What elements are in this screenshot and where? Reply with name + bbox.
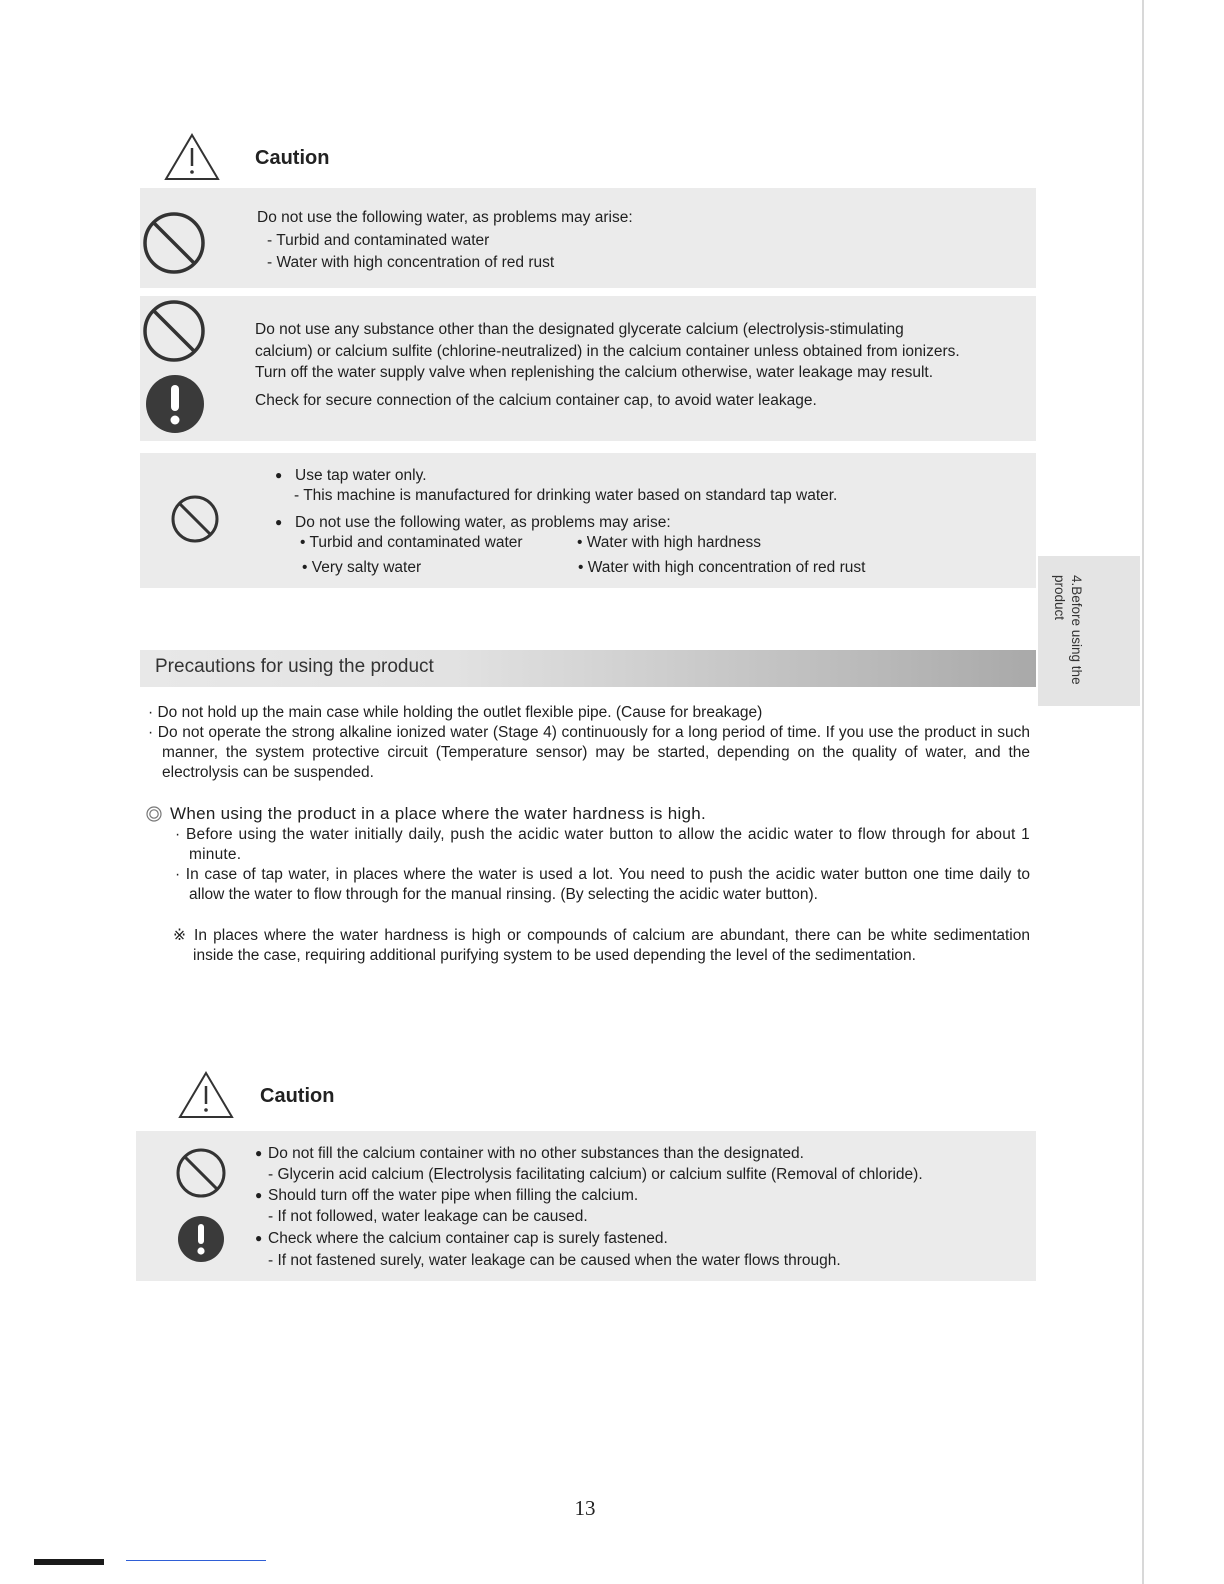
caution-box-3-item: • Turbid and contaminated water [300, 534, 523, 551]
caution-box-3-item: • Water with high hardness [577, 534, 762, 551]
page-edge [1142, 0, 1144, 1584]
caution-box-4-line: Should turn off the water pipe when filling the calcium. [268, 1187, 639, 1204]
hardness-note [173, 926, 1030, 966]
caution-box-4-line: - If not fastened surely, water leakage can be caused when the water flows through. [268, 1252, 841, 1269]
precaution-item: · Do not hold up the main case while holding the outlet flexible pipe. (Cause for breakage) [148, 704, 763, 721]
page-number: 13 [574, 1496, 596, 1520]
caution-box-4-line: - Glycerin acid calcium (Electrolysis facilitating calcium) or calcium sulfite (Removal of chloride). [268, 1166, 923, 1183]
caution-box-4-line: Do not fill the calcium container with no other substances than the designated. [268, 1145, 804, 1162]
bullet-marker [255, 1185, 262, 1207]
hardness-item [175, 825, 1030, 865]
warning-triangle-icon [163, 132, 221, 182]
prohibition-icon [141, 210, 207, 276]
double-circle-icon [146, 806, 162, 822]
bullet-marker [275, 465, 282, 487]
caution-box-4-line: Check where the calcium container cap is surely fastened. [268, 1230, 668, 1247]
caution-box-1-item: - Water with high concentration of red rust [267, 254, 555, 271]
caution-box-2-line: Turn off the water supply valve when replenishing the calcium otherwise, water leakage may result. [255, 364, 934, 381]
caution-box-2-line: Do not use any substance other than the designated glycerate calcium (electrolysis-stimulating [255, 321, 904, 338]
hardness-item [175, 865, 1030, 905]
caution-box-2-line: calcium) or calcium sulfite (chlorine-neutralized) in the calcium container unless obtained from ionizers. [255, 343, 960, 360]
caution-box-3-subline: - This machine is manufactured for drinking water based on standard tap water. [294, 487, 838, 504]
prohibition-icon [175, 1147, 227, 1199]
scan-corner-mark [34, 1559, 104, 1565]
caution-title: Caution [255, 147, 330, 169]
section-title: Precautions for using the product [155, 656, 434, 677]
caution-box-3-bullet: Do not use the following water, as problems may arise: [295, 514, 671, 531]
hardness-heading: When using the product in a place where the water hardness is high. [170, 804, 707, 823]
precaution-item-text: · Do not operate the strong alkaline ionized water (Stage 4) continuously for a long period of time. If you use the product in such manner, the system protective circuit (Temperature sensor) may be started, depending on the quality of water, and the electrolysis can be suspended. [148, 724, 1030, 781]
caution-box-3-item: • Very salty water [302, 559, 422, 576]
mandatory-action-icon [145, 374, 205, 434]
footer-rule [126, 1560, 266, 1561]
mandatory-action-icon [177, 1215, 225, 1263]
warning-triangle-icon [177, 1070, 235, 1120]
caution-box-1-item: - Turbid and contaminated water [267, 232, 490, 249]
caution-box-3-item: • Water with high concentration of red rust [578, 559, 866, 576]
prohibition-icon [170, 494, 220, 544]
precaution-item [148, 723, 1030, 783]
hardness-item-text: · Before using the water initially daily, push the acidic water button to allow the acidic water to flow through for about 1 minute. [175, 826, 1030, 863]
hardness-note-text: ※ In places where the water hardness is high or compounds of calcium are abundant, there can be white sedimentation inside the case, requiring additional purifying system to be used depending the level of the sedimentation. [173, 927, 1030, 964]
caution-box-2-line: Check for secure connection of the calcium container cap, to avoid water leakage. [255, 392, 817, 409]
bullet-marker [255, 1228, 262, 1250]
caution-box-3-bullet: Use tap water only. [295, 467, 427, 484]
bullet-marker [255, 1143, 262, 1165]
caution-title: Caution [260, 1085, 335, 1107]
hardness-item-text: · In case of tap water, in places where the water is used a lot. You need to push the acidic water button one time daily to allow the water to flow through for the manual rinsing. (By selecting the acidic water button). [175, 866, 1030, 903]
bullet-marker [275, 512, 282, 534]
chapter-tab-label: 4.Before using the product [1052, 575, 1084, 685]
caution-box-4-line: - If not followed, water leakage can be caused. [268, 1208, 588, 1225]
caution-box-1-intro: Do not use the following water, as problems may arise: [257, 209, 633, 226]
prohibition-icon [141, 298, 207, 364]
